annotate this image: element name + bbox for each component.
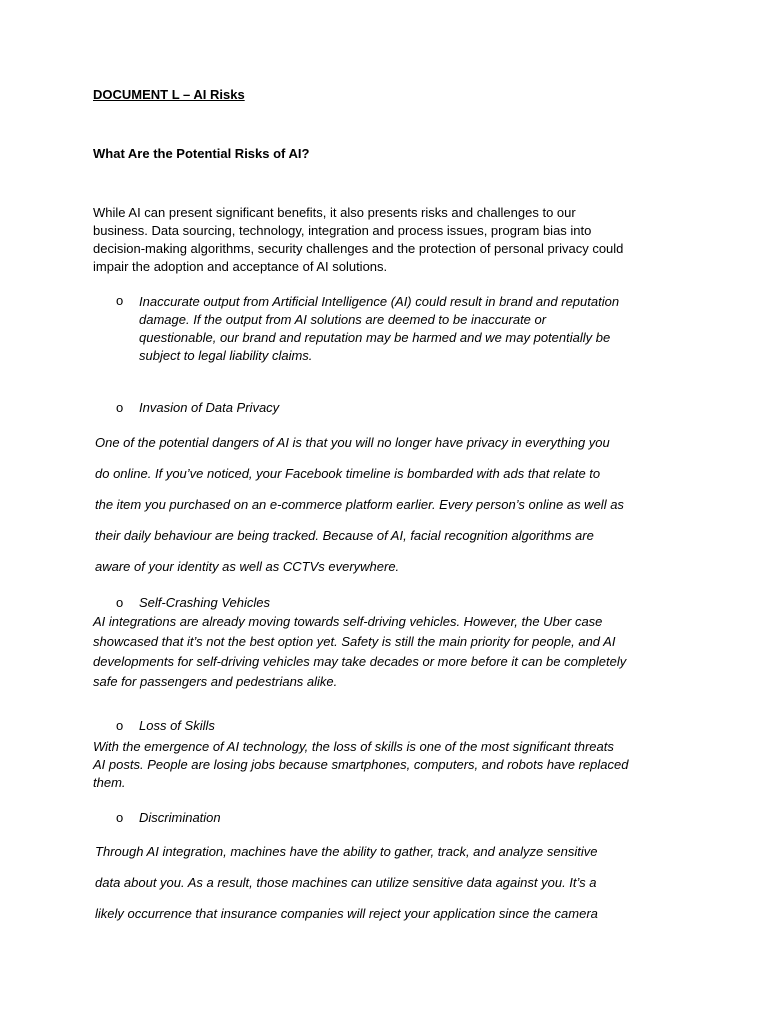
bullet-marker: o [116,293,124,308]
paragraph-line: With the emergence of AI technology, the loss of skills is one of the most significant threats [93,739,614,754]
bullet-marker: o [116,810,124,825]
risk-line: Inaccurate output from Artificial Intelligence (AI) could result in brand and reputation [139,294,620,309]
paragraph-line: developments for self-driving vehicles may take decades or more before it can be completely [93,654,627,669]
paragraph-line: data about you. As a result, those machines can utilize sensitive data against you. It’s a [95,875,597,890]
paragraph-line: showcased that it’s not the best option yet. Safety is still the main priority for people, and AI [93,634,616,649]
intro-paragraph [93,204,683,276]
bullet-marker: o [116,718,124,733]
intro-line: impair the adoption and acceptance of AI solutions. [93,259,388,274]
paragraph-line: safe for passengers and pedestrians alike. [93,674,338,689]
paragraph-line: them. [93,775,126,790]
risk-line: subject to legal liability claims. [139,348,313,363]
bullet-label: Discrimination [139,810,221,825]
risk-line: questionable, our brand and reputation may be harmed and we may potentially be [139,330,611,345]
paragraph-line: aware of your identity as well as CCTVs everywhere. [95,559,400,574]
paragraph-line: Through AI integration, machines have the ability to gather, track, and analyze sensitive [95,844,598,859]
intro-line: decision-making algorithms, security challenges and the protection of personal privacy could [93,241,624,256]
document-title: DOCUMENT L – AI Risks [93,87,245,102]
paragraph-line: likely occurrence that insurance companies will reject your application since the camera [95,906,598,921]
paragraph-line: AI posts. People are losing jobs because smartphones, computers, and robots have replaced [93,757,629,772]
intro-line: While AI can present significant benefits, it also presents risks and challenges to our [93,205,576,220]
paragraph-line: AI integrations are already moving towards self-driving vehicles. However, the Uber case [93,614,603,629]
paragraph-line: One of the potential dangers of AI is that you will no longer have privacy in everything you [95,435,610,450]
risk-inaccurate-output-text [139,293,679,365]
paragraph-line: the item you purchased on an e-commerce platform earlier. Every person’s online as well as [95,497,624,512]
paragraph-line: do online. If you’ve noticed, your Facebook timeline is bombarded with ads that relate to [95,466,601,481]
bullet-label: Self-Crashing Vehicles [139,595,271,610]
privacy-paragraph [95,427,695,582]
paragraph-line: their daily behaviour are being tracked. Because of AI, facial recognition algorithms are [95,528,594,543]
section-heading: What Are the Potential Risks of AI? [93,146,310,161]
vehicles-paragraph [93,612,693,692]
bullet-marker: o [116,400,124,415]
intro-line: business. Data sourcing, technology, integration and process issues, program bias into [93,223,592,238]
risk-line: damage. If the output from AI solutions are deemed to be inaccurate or [139,312,547,327]
bullet-label: Invasion of Data Privacy [139,400,280,415]
bullet-label: Loss of Skills [139,718,215,733]
skills-paragraph [93,738,693,792]
discrimination-paragraph [95,836,695,929]
bullet-marker: o [116,595,124,610]
